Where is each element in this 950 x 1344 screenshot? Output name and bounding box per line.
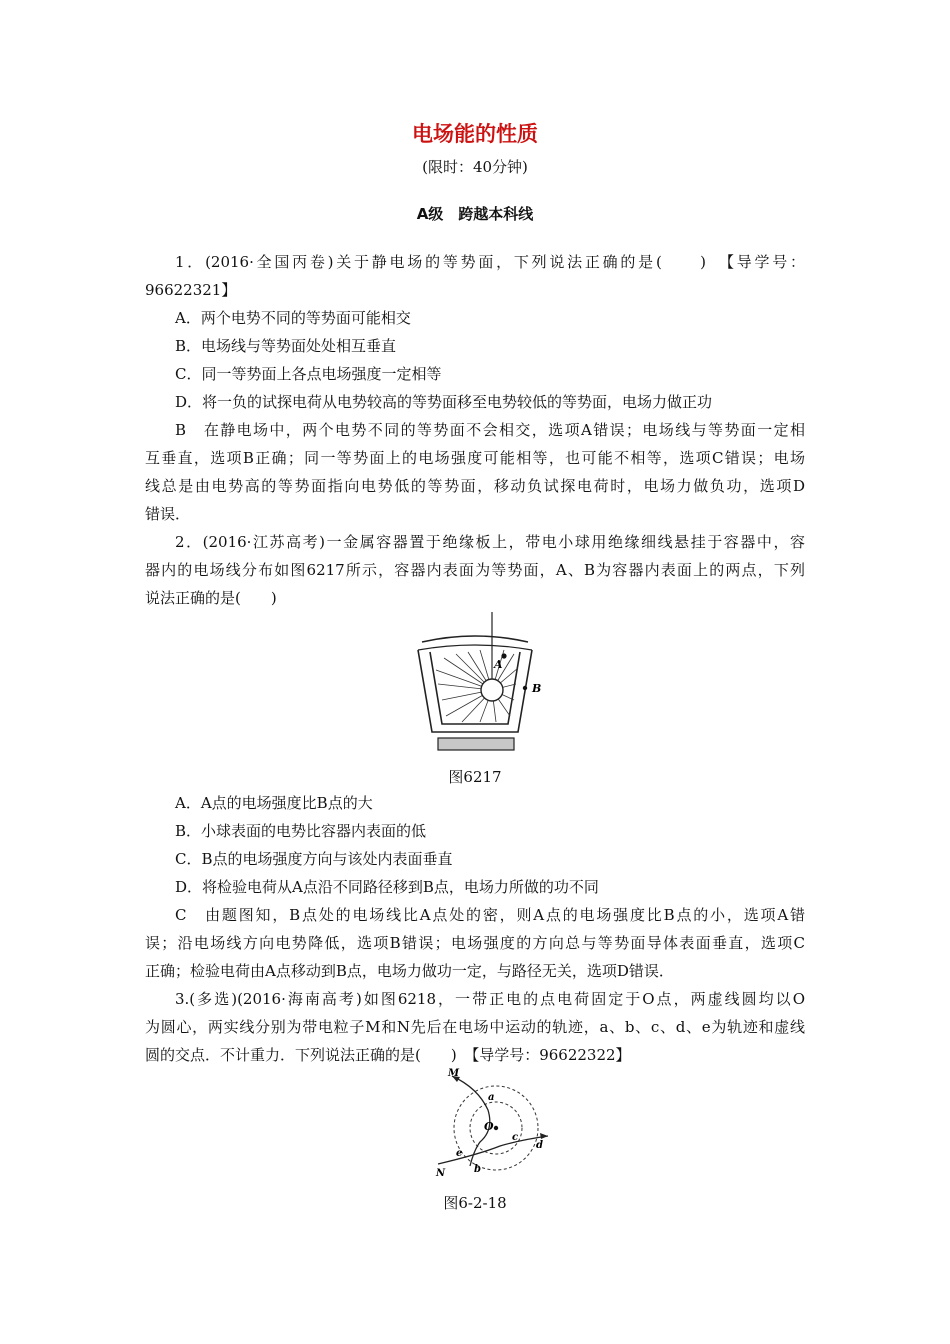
q1-answer-line: 错误．	[145, 505, 191, 523]
trajectory-figure	[430, 1068, 555, 1180]
section-heading: A级 跨越本科线	[416, 205, 534, 223]
q1-option-d: D．将一负的试探电荷从电势较高的等势面移至电势较低的等势面，电场力做正功	[175, 393, 713, 411]
q3-stem-line: 为圆心，两实线分别为带电粒子M和N先后在电场中运动的轨迹，a、b、c、d、e为轨迹和虚线	[145, 1018, 805, 1036]
q2-answer-line: 误；沿电场线方向电势降低，选项B错误；电场强度的方向总与等势面导体表面垂直，选项C	[145, 934, 805, 952]
label-m: M	[448, 1068, 460, 1079]
q1-answer-line: 互垂直，选项B正确；同一等势面上的电场强度可能相等，也可能不相等，选项C错误；电场	[145, 449, 805, 467]
page-title: 电场能的性质	[412, 122, 538, 146]
label-o: O	[484, 1120, 494, 1133]
q2-stem-line: 2．(2016·江苏高考)一金属容器置于绝缘板上，带电小球用绝缘细线悬挂于容器中，容	[175, 533, 805, 551]
label-a: A	[494, 658, 503, 671]
q2-answer-line: 正确；检验电荷由A点移动到B点，电场力做功一定，与路径无关，选项D错误．	[145, 962, 674, 980]
label-b: b	[474, 1164, 481, 1175]
time-limit: (限时：40分钟)	[422, 158, 528, 176]
q1-option-c: C．同一等势面上各点电场强度一定相等	[175, 365, 442, 383]
q2-option-a: A．A点的电场强度比B点的大	[175, 794, 373, 812]
q1-stem-line-2: 96622321】	[145, 281, 237, 299]
q1-answer-line: B 在静电场中，两个电势不同的等势面不会相交，选项A错误；电场线与等势面一定相	[175, 421, 805, 439]
q2-answer-line: C 由题图知，B点处的电场线比A点处的密，则A点的电场强度比B点的小，选项A错	[175, 906, 805, 924]
q2-stem-line: 说法正确的是( )	[145, 589, 277, 607]
label-d: d	[536, 1140, 543, 1151]
q2-stem-line: 器内的电场线分布如图6217所示，容器内表面为等势面，A、B为容器内表面上的两点，下列	[145, 561, 805, 579]
figure-caption: 图6-2-18	[443, 1194, 507, 1212]
figure-caption: 图6217	[448, 768, 502, 786]
label-b: B	[532, 682, 542, 695]
label-n: N	[436, 1168, 446, 1179]
q2-option-d: D．将检验电荷从A点沿不同路径移到B点，电场力所做的功不同	[175, 878, 599, 896]
q3-stem-line: 圆的交点．不计重力．下列说法正确的是( ) 【导学号：96622322】	[145, 1046, 631, 1064]
q1-stem-line-1: 1．(2016·全国丙卷)关于静电场的等势面，下列说法正确的是( ) 【导学号：	[175, 253, 805, 271]
q1-option-b: B．电场线与等势面处处相互垂直	[175, 337, 397, 355]
q1-answer-line: 线总是由电势高的等势面指向电势低的等势面，移动负试探电荷时，电场力做负功，选项D	[145, 477, 805, 495]
label-a: a	[488, 1092, 495, 1103]
q2-option-c: C．B点的电场强度方向与该处内表面垂直	[175, 850, 453, 868]
q1-option-a: A．两个电势不同的等势面可能相交	[175, 309, 411, 327]
q2-option-b: B．小球表面的电势比容器内表面的低	[175, 822, 427, 840]
label-c: c	[512, 1132, 519, 1143]
q3-stem-line: 3.(多选)(2016·海南高考)如图6218，一带正电的点电荷固定于O点，两虚线圆均以O	[175, 990, 805, 1008]
container-field-figure	[400, 612, 550, 760]
label-e: e	[456, 1148, 463, 1159]
